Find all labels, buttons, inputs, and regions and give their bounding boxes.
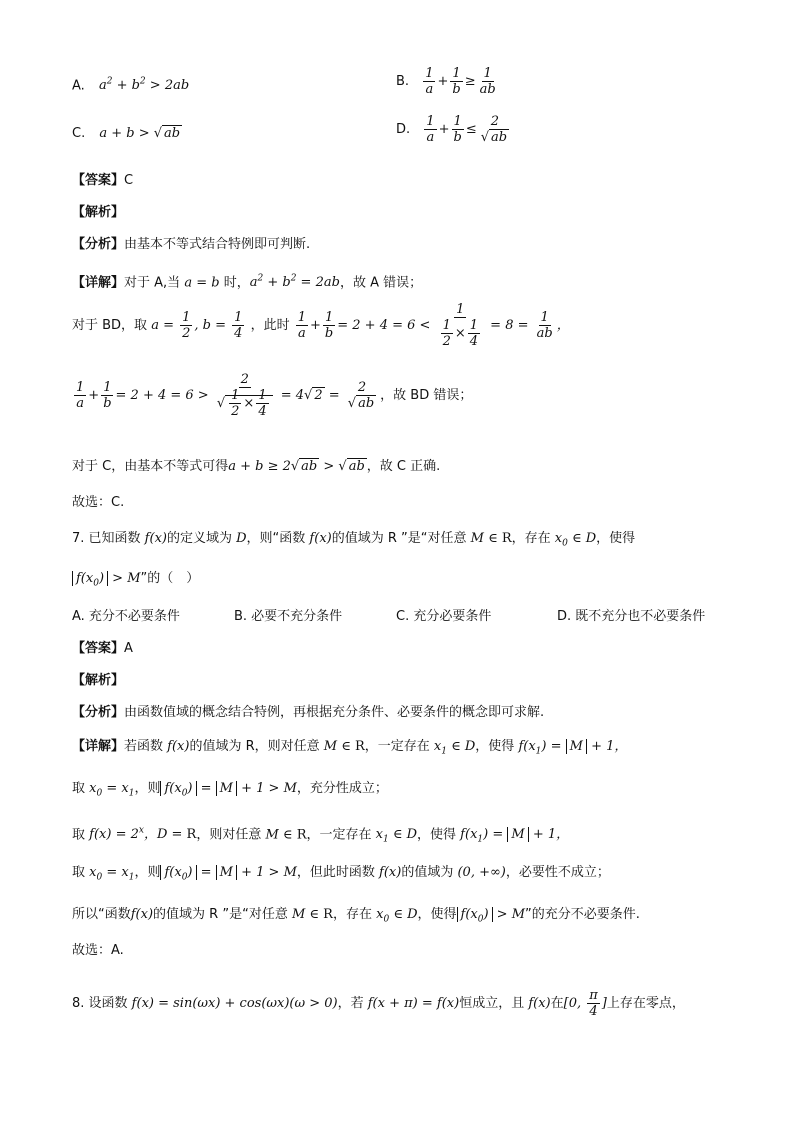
answer-tag: 【答案】 [72,173,125,188]
text: ，则对任意 [196,827,262,843]
math: D [231,531,247,546]
q7-detail-line-4 [72,864,610,887]
math: $\frac{1}{a}$ + $\frac{1}{b}$ ≤ $\frac{2}{√ ab}$ [426,114,508,145]
q7-analysis-tag: 【解析】 [72,673,125,688]
fenxi-tag: 【分析】 [72,705,125,720]
math: f(x) [305,531,332,546]
text: 7. 已知函数 [72,531,141,546]
q7-detail-line-3 [72,822,569,849]
detail-tag: 【详解】 [72,739,125,754]
math: (0, +∞) [453,865,506,880]
math: a = $\frac{1}{2}$ , b = $\frac{1}{4}$ [151,310,243,341]
math: $x_0 = x_1$ [85,781,135,799]
answer-value: C [124,173,134,188]
math: $f(x_0) = M + 1 > M$ [160,781,296,796]
math: M ∈ R [319,739,365,754]
q6-fenxi [72,236,310,254]
math: f(x) [524,996,551,1011]
math: f(x) [140,531,167,546]
q6-option-b[interactable] [396,66,500,97]
math: M ∈ R [261,827,307,843]
text: 对于 A,当 [124,275,181,291]
text: ，则 [134,865,161,880]
text: 的值域为 R，则对任意 [189,739,320,754]
q7-stem-line-1 [72,530,635,553]
q6-detail-line-3 [72,372,472,419]
math: $f(x_1) = M + 1$， [514,739,628,757]
answer-value: A [124,641,133,656]
math: f(x) [130,907,154,922]
math: a = b [180,275,224,291]
math: $f(x_1) = M + 1$， [456,827,570,845]
text: ，必要性不成立； [505,865,610,880]
text: ，故 BD 错误； [380,388,473,403]
math: $\frac{1}{a}$ + $\frac{1}{b}$ ≥ $\frac{1}{ab}$ [425,66,496,97]
math: M ∈ R [287,907,333,922]
text: 若函数 [124,739,164,754]
option-label: A. [72,78,85,94]
q7-fenxi [72,704,544,722]
text: ，则 [134,781,161,796]
text: 取 [72,865,86,880]
text: 8. 设函数 [72,996,128,1011]
math: $x_0$ ∈ D [550,531,597,549]
option-label: C. [72,126,86,141]
q7-option-b[interactable]: B. 必要不充分条件 [234,609,343,624]
q6-detail-line-2 [72,302,570,349]
q6-answer [72,172,133,190]
text: ，使得 [417,907,457,922]
text: 的值域为 [401,865,454,880]
text: ”的（ ） [140,571,200,586]
text: ，存在 [332,907,372,922]
math: [0, $\frac{\pi}{4}$ ] [563,988,607,1019]
q7-option-a[interactable]: A. 充分不必要条件 [72,609,180,624]
q8-stem-line-1 [72,988,685,1019]
math: $f(x_0) = M + 1 > M$ [160,865,296,880]
text: 取 [72,827,86,843]
math: $x_1$ ∈ D [371,827,418,845]
q6-detail-line-1 [72,270,422,292]
text: ，使得 [596,531,636,546]
q6-choose: 故选：C. [72,495,125,510]
text: ，故 A 错误； [339,275,423,291]
text: ，存在 [511,531,551,546]
math: a + b ≥ 2√ ab > √ ab [228,459,365,474]
text: ，但此时函数 [296,865,375,880]
q7-detail-line-2 [72,780,388,803]
q7-detail-line-5 [72,906,640,929]
text: 的值域为 R ”是“对任意 [331,531,467,546]
math: $\frac{1}{a}$ + $\frac{1}{b}$ = 2 + 4 = 6 < 1 $\frac{1}{2}$ × $\frac{1}{4}$ = 8 = $\frac{1}{ab}$ ， [297,302,570,349]
q6-option-a[interactable] [72,73,189,95]
text: 的值域为 R ”是“对任意 [153,907,288,922]
text: 所以“函数 [72,907,131,922]
fenxi-text: 由函数值域的概念结合特例，再根据充分条件、必要条件的概念即可求解. [124,705,545,720]
text: ，若 [337,996,364,1011]
fenxi-text: 由基本不等式结合特例即可判断. [124,237,311,252]
math: $\frac{1}{a}$ + $\frac{1}{b}$ = 2 + 4 = 6 > 2 √ $\frac{1}{2}$ × $\frac{1}{4}$ = 4√ 2 = $\frac{2}{√ ab}$ [76,372,375,419]
math: $x_0 = x_1$ [85,865,135,883]
math: $f(x_0) > M$ [457,907,526,922]
q7-option-c[interactable]: C. 充分必要条件 [396,609,492,624]
math: $x_1$ ∈ D [429,739,476,757]
text: ，一定存在 [364,739,430,754]
q6-option-c[interactable] [72,125,182,143]
math: a + b > √ ab [99,126,181,141]
text: ，故 C 正确. [366,459,441,474]
math: $x_0$ ∈ D [371,907,418,925]
math: f(x) [163,739,190,754]
text: ，此时 [250,318,290,333]
text: ”的充分不必要条件. [525,907,640,922]
text: 恒成立，且 [459,996,525,1011]
text: ，一定存在 [306,827,372,843]
detail-tag: 【详解】 [72,275,125,291]
text: ，充分性成立； [296,781,388,796]
text: 上存在零点， [606,996,685,1011]
q7-choose: 故选：A. [72,943,124,958]
q6-analysis-tag: 【解析】 [72,205,125,220]
text: 取 [72,781,86,796]
fenxi-tag: 【分析】 [72,237,125,252]
math: f(x) [374,865,402,880]
q7-stem-line-2 [72,570,199,593]
math: $f(x) = 2^x$，D = R [85,826,197,843]
text: 时， [223,275,250,291]
option-label: D. [396,122,411,137]
math: f(x + π) = f(x) [363,996,460,1011]
q7-option-d[interactable]: D. 既不充分也不必要条件 [557,609,706,624]
text: ，使得 [475,739,515,754]
text: 对于 BD，取 [72,318,148,333]
math: f(x) = sin(ωx) + cos(ωx)(ω > 0) [127,996,338,1011]
text: 在 [550,996,564,1011]
math: $a^2 + b^2 = 2ab$ [249,274,340,291]
option-label: B. [396,74,410,89]
answer-tag: 【答案】 [72,641,125,656]
text: 对于 C，由基本不等式可得 [72,459,229,474]
text: ，则“函数 [246,531,306,546]
q6-detail-line-4 [72,458,440,476]
q7-detail-line-1 [72,738,627,761]
math: M ∈ R [466,531,512,546]
q6-option-d[interactable] [396,114,513,145]
math: $a^2 + b^2 > 2ab$ [98,77,190,94]
q7-answer [72,640,133,658]
text: ，使得 [417,827,457,843]
math: $f(x_0) > M$ [72,571,141,586]
text: 的定义域为 [166,531,232,546]
